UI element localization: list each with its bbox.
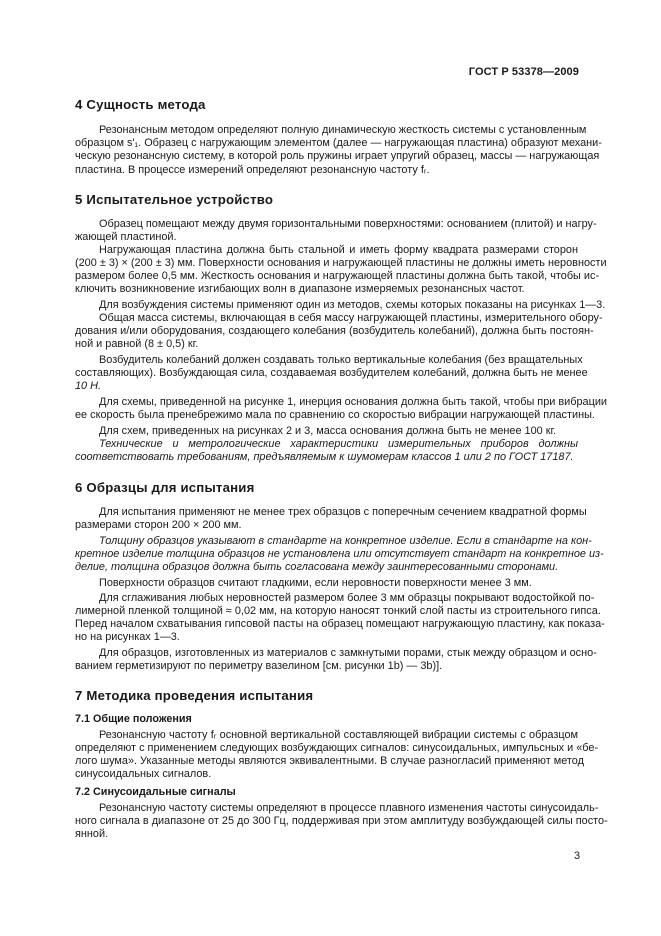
section-5-title: 5 Испытательное устройство (75, 192, 274, 207)
subsection-7-2-title: 7.2 Синусоидальные сигналы (75, 786, 236, 798)
text-line: Технические и метрологические характеристики измерительных приборов должны (99, 438, 578, 450)
text-line: образцом s'₁. Образец с нагружающим элементом (далее — нагружающая пластина) образуют механи- (75, 137, 602, 149)
text-line: ее скорость была пренебрежимо мала по сравнению со скоростью вибрации нагружающей пластины. (75, 409, 595, 421)
subsection-7-1-title: 7.1 Общие положения (75, 713, 192, 725)
text-line: Толщину образцов указывают в стандарте на конкретное изделие. Если в стандарте на кон- (99, 535, 592, 547)
text-line: Образец помещают между двумя горизонтальными поверхностями: основанием (плитой) и нагру- (99, 218, 597, 230)
text-line: ческую резонансную систему, в которой роль пружины играет упругий образец, массы — нагружающая (75, 150, 600, 162)
text-line: Резонансным методом определяют полную динамическую жесткость системы с установленным (99, 124, 587, 136)
text-line: 10 Н. (75, 380, 102, 392)
page-number: 3 (573, 850, 580, 862)
text-line: ного сигнала в диапазоне от 25 до 300 Гц, поддерживая при этом амплитуду возбуждающей силы посто- (75, 815, 608, 827)
text-line: Для схемы, приведенной на рисунке 1, инерция основания должна быть такой, чтобы при вибрации (99, 396, 607, 408)
text-line: соответствовать требованиям, предъявляемым к шумомерам классов 1 или 2 по ГОСТ 17187. (75, 451, 574, 463)
text-line: Перед началом схватывания гипсовой пасты на образец помещают нагружающую пластину, как показа- (75, 618, 605, 630)
text-line: жающей пластиной. (75, 231, 177, 243)
text-line: Резонансную частоту системы определяют в процессе плавного изменения частоты синусоидаль- (99, 802, 599, 814)
text-line: синусоидальных сигналов. (75, 768, 212, 780)
text-line: Для возбуждения системы применяют один из методов, схемы которых показаны на рисунках 1—3. (99, 299, 606, 311)
text-line: Резонансную частоту fᵣ основной вертикальной составляющей вибрации системы с образцом (99, 729, 578, 741)
text-line: составляющих). Возбуждающая сила, создаваемая возбудителем колебаний, должна быть не менее (75, 367, 588, 379)
text-line: ной и равной (8 ± 0,5) кг. (75, 338, 199, 350)
text-line: размером более 0,5 мм. Жесткость основания и нагружающей пластины должна быть такой, чтобы ис- (75, 270, 600, 282)
section-6-title: 6 Образцы для испытания (75, 480, 255, 495)
standard-code: ГОСТ Р 53378—2009 (468, 66, 579, 78)
text-line: (200 ± 3) × (200 ± 3) мм. Поверхности основания и нагружающей пластины не должны иметь неровности (75, 257, 607, 269)
section-7-title: 7 Методика проведения испытания (75, 688, 314, 703)
text-line: Возбудитель колебаний должен создавать только вертикальные колебания (без вращательных (99, 354, 583, 366)
text-line: ключить возникновение изгибающих волн в диапазоне измеряемых резонансных частот. (75, 283, 525, 295)
text-line: кретное изделие толщина образцов не установлена или отсутствует стандарт на конкретное из- (75, 548, 604, 560)
text-line: Для схем, приведенных на рисунках 2 и 3, масса основания должна быть не менее 100 кг. (99, 425, 557, 437)
text-line: янной. (75, 828, 109, 840)
text-line: лимерной пленкой толщиной ≈ 0,02 мм, на которую наносят тонкий слой пасты из строительного гипса. (75, 605, 601, 617)
text-line: дования и/или оборудования, создающего колебания (возбудитель колебаний), должна быть постоян- (75, 325, 594, 337)
text-line: лого шума». Указанные методы являются эквивалентными. В случае разногласий применяют метод (75, 755, 584, 767)
text-line: Нагружающая пластина должна быть стальной и иметь форму квадрата размерами сторон (99, 244, 578, 256)
text-line: Общая масса системы, включающая в себя массу нагружающей пластины, измерительного обору- (99, 312, 603, 324)
text-line: определяют с применением следующих возбуждающих сигналов: синусоидальных, импульсных и «бе- (75, 742, 599, 754)
text-line: пластина. В процессе измерений определяют резонансную частоту fᵣ. (75, 164, 430, 176)
text-line: Поверхности образцов считают гладкими, если неровности поверхности менее 3 мм. (99, 577, 532, 589)
text-line: размерами сторон 200 × 200 мм. (75, 519, 242, 531)
text-line: ванием герметизируют по периметру вазелином [см. рисунки 1b) — 3b)]. (75, 660, 443, 672)
text-line: делие, толщина образцов должна быть согласована между заинтересованными сторонами. (75, 561, 559, 573)
section-4-title: 4 Сущность метода (75, 97, 206, 112)
text-line: Для испытания применяют не менее трех образцов с поперечным сечением квадратной формы (99, 506, 587, 518)
text-line: но на рисунках 1—3. (75, 631, 180, 643)
text-line: Для образцов, изготовленных из материалов с замкнутыми порами, стык между образцом и осно- (99, 647, 597, 659)
text-line: Для сглаживания любых неровностей размером более 3 мм образцы покрывают водостойкой по- (99, 592, 595, 604)
